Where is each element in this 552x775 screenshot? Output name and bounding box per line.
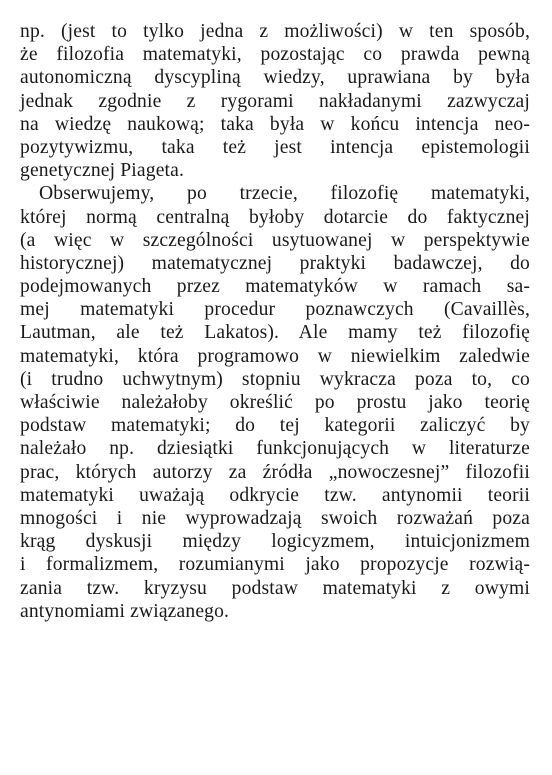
text-line: jednak zgodnie z rygorami nakładanymi zazwyczaj xyxy=(20,90,530,112)
text-line: prac, których autorzy za źródła „nowoczesnej” filozofii xyxy=(20,461,530,483)
text-line: na wiedzę naukową; taka była w końcu intencja neo- xyxy=(20,113,530,135)
text-line: której normą centralną byłoby dotarcie do faktycznej xyxy=(20,206,530,228)
text-line: matematyki, która programowo w niewielkim zaledwie xyxy=(20,345,530,367)
paragraph-2 xyxy=(20,182,530,623)
text-line: antynomiami związanego. xyxy=(20,600,230,622)
text-line: podejmowanych przez matematyków w ramach sa- xyxy=(20,276,530,298)
text-line: krąg dyskusji między logicyzmem, intuicjonizmem xyxy=(20,531,530,553)
document-page xyxy=(20,20,530,623)
text-line: genetycznej Piageta. xyxy=(20,160,185,182)
text-line: właściwie należałoby określić po prostu jako teorię xyxy=(20,392,530,413)
text-line: że filozofia matematyki, pozostając co prawda pewną xyxy=(20,44,530,66)
text-line: mej matematyki procedur poznawczych (Cavaillès, xyxy=(20,299,530,321)
text-line: autonomiczną dyscypliną wiedzy, uprawiana by była xyxy=(20,67,530,89)
text-line: podstaw matematyki; do tej kategorii zaliczyć by xyxy=(20,415,530,437)
text-line: matematyki uważają odkrycie tzw. antynomii teorii xyxy=(20,484,530,506)
text-line: np. (jest to tylko jedna z możliwości) w ten sposób, xyxy=(20,21,530,42)
text-line: (i trudno uchwytnym) stopniu wykracza poza to, co xyxy=(20,368,530,390)
text-line: i formalizmem, rozumianymi jako propozycje rozwią- xyxy=(20,554,530,576)
text-line: Lautman, ale też Lakatos). Ale mamy też filozofię xyxy=(20,322,530,344)
text-line: historycznej) matematycznej praktyki badawczej, do xyxy=(20,252,530,274)
text-line: pozytywizmu, taka też jest intencja epistemologii xyxy=(20,136,530,158)
text-line: zania tzw. kryzysu podstaw matematyki z owymi xyxy=(20,577,530,599)
text-line: należało np. dziesiątki funkcjonujących w literaturze xyxy=(20,438,530,460)
text-line: mnogości i nie wyprowadzają swoich rozważań poza xyxy=(20,507,530,529)
paragraph-1 xyxy=(20,20,530,182)
text-line: (a więc w szczególności usytuowanej w perspektywie xyxy=(20,229,530,251)
text-line: Obserwujemy, po trzecie, filozofię matematyki, xyxy=(39,183,530,205)
